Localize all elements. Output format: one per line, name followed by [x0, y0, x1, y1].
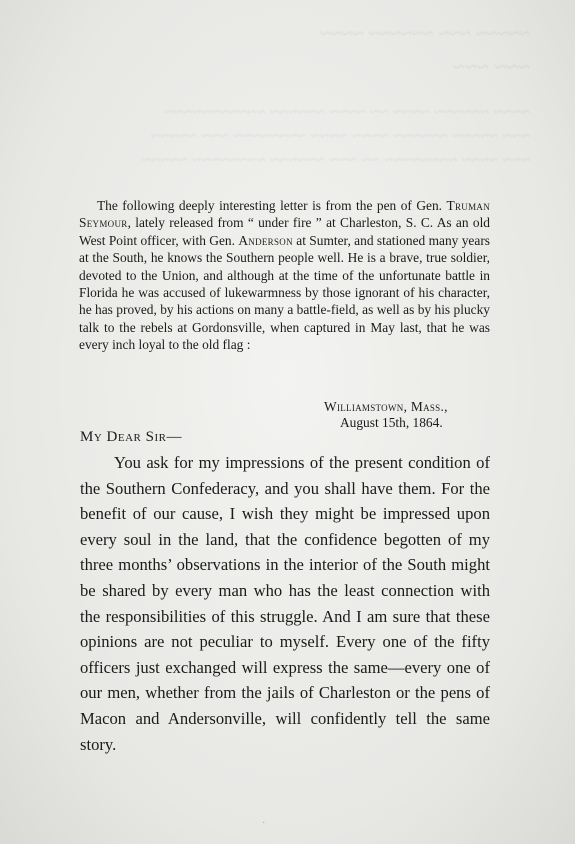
printer-mark: ·	[262, 818, 266, 829]
intro-text: at Sumter, and stationed many years at the South, he knows the Southern people well. He is a brave, true soldier, devoted to the Union, and although at the time of the unfortunate battle in Florida he was accused of lukewarmness by those ignorant of his character, he has proved, by his actions on many a battle-field, as well as by his plucky talk to the rebels at Gordonsville, when captured in May last, that he was every inch loyal to the old flag :	[79, 232, 490, 353]
intro-text: , lately released from “ under fire ” at Charleston, S. C. As an old West Point officer, with Gen.	[79, 215, 490, 248]
intro-name-anderson: Anderson	[238, 232, 293, 248]
dateline	[300, 399, 490, 431]
salutation: My Dear Sir—	[80, 429, 182, 445]
show-through-text: ~~~~ ~~~~~~ ~~~~ ~~ ~~~~ ~~~~~~ ~~~~~~~~~~~ ~~~ ~~~~~ ~~~~~~ ~~~~ ~~~~ ~~~~~~~~ ~~~ ~~~~~ ~~~ ~~~~ ~~~~~~~~ ~~ ~~~ ~~~~~~ ~~~~~~~~ ~~~~~	[141, 102, 530, 169]
intro-text: The following deeply interesting letter is from the pen of Gen.	[97, 198, 447, 213]
intro-paragraph	[79, 197, 490, 354]
dateline-place: Williamstown, Mass.,	[324, 399, 448, 414]
show-through-text: ~~~~~ ~~~ ~~~~~~ ~~~~	[320, 23, 530, 45]
letter-body: You ask for my impressions of the present condition of the Southern Confederacy, and you shall have them. For the benefit of our cause, I wish they might be impressed upon every soul in the land, that the confidence begotten of my three months’ observations in the interior of the South might be shared by every man who has the least connection with the responsibilities of this struggle. And I am sure that these opinions are not peculiar to myself. Every one of the fifty officers just exchanged will express the same—every one of our men, whether from the jails of Charleston or the pens of Macon and Andersonville, will confidently tell the same story.	[80, 453, 490, 754]
intro-name-seymour: Truman Seymour	[79, 198, 490, 231]
show-through-text: ~~~ ~~~	[453, 55, 530, 79]
dateline-date: August 15th, 1864.	[340, 415, 443, 430]
